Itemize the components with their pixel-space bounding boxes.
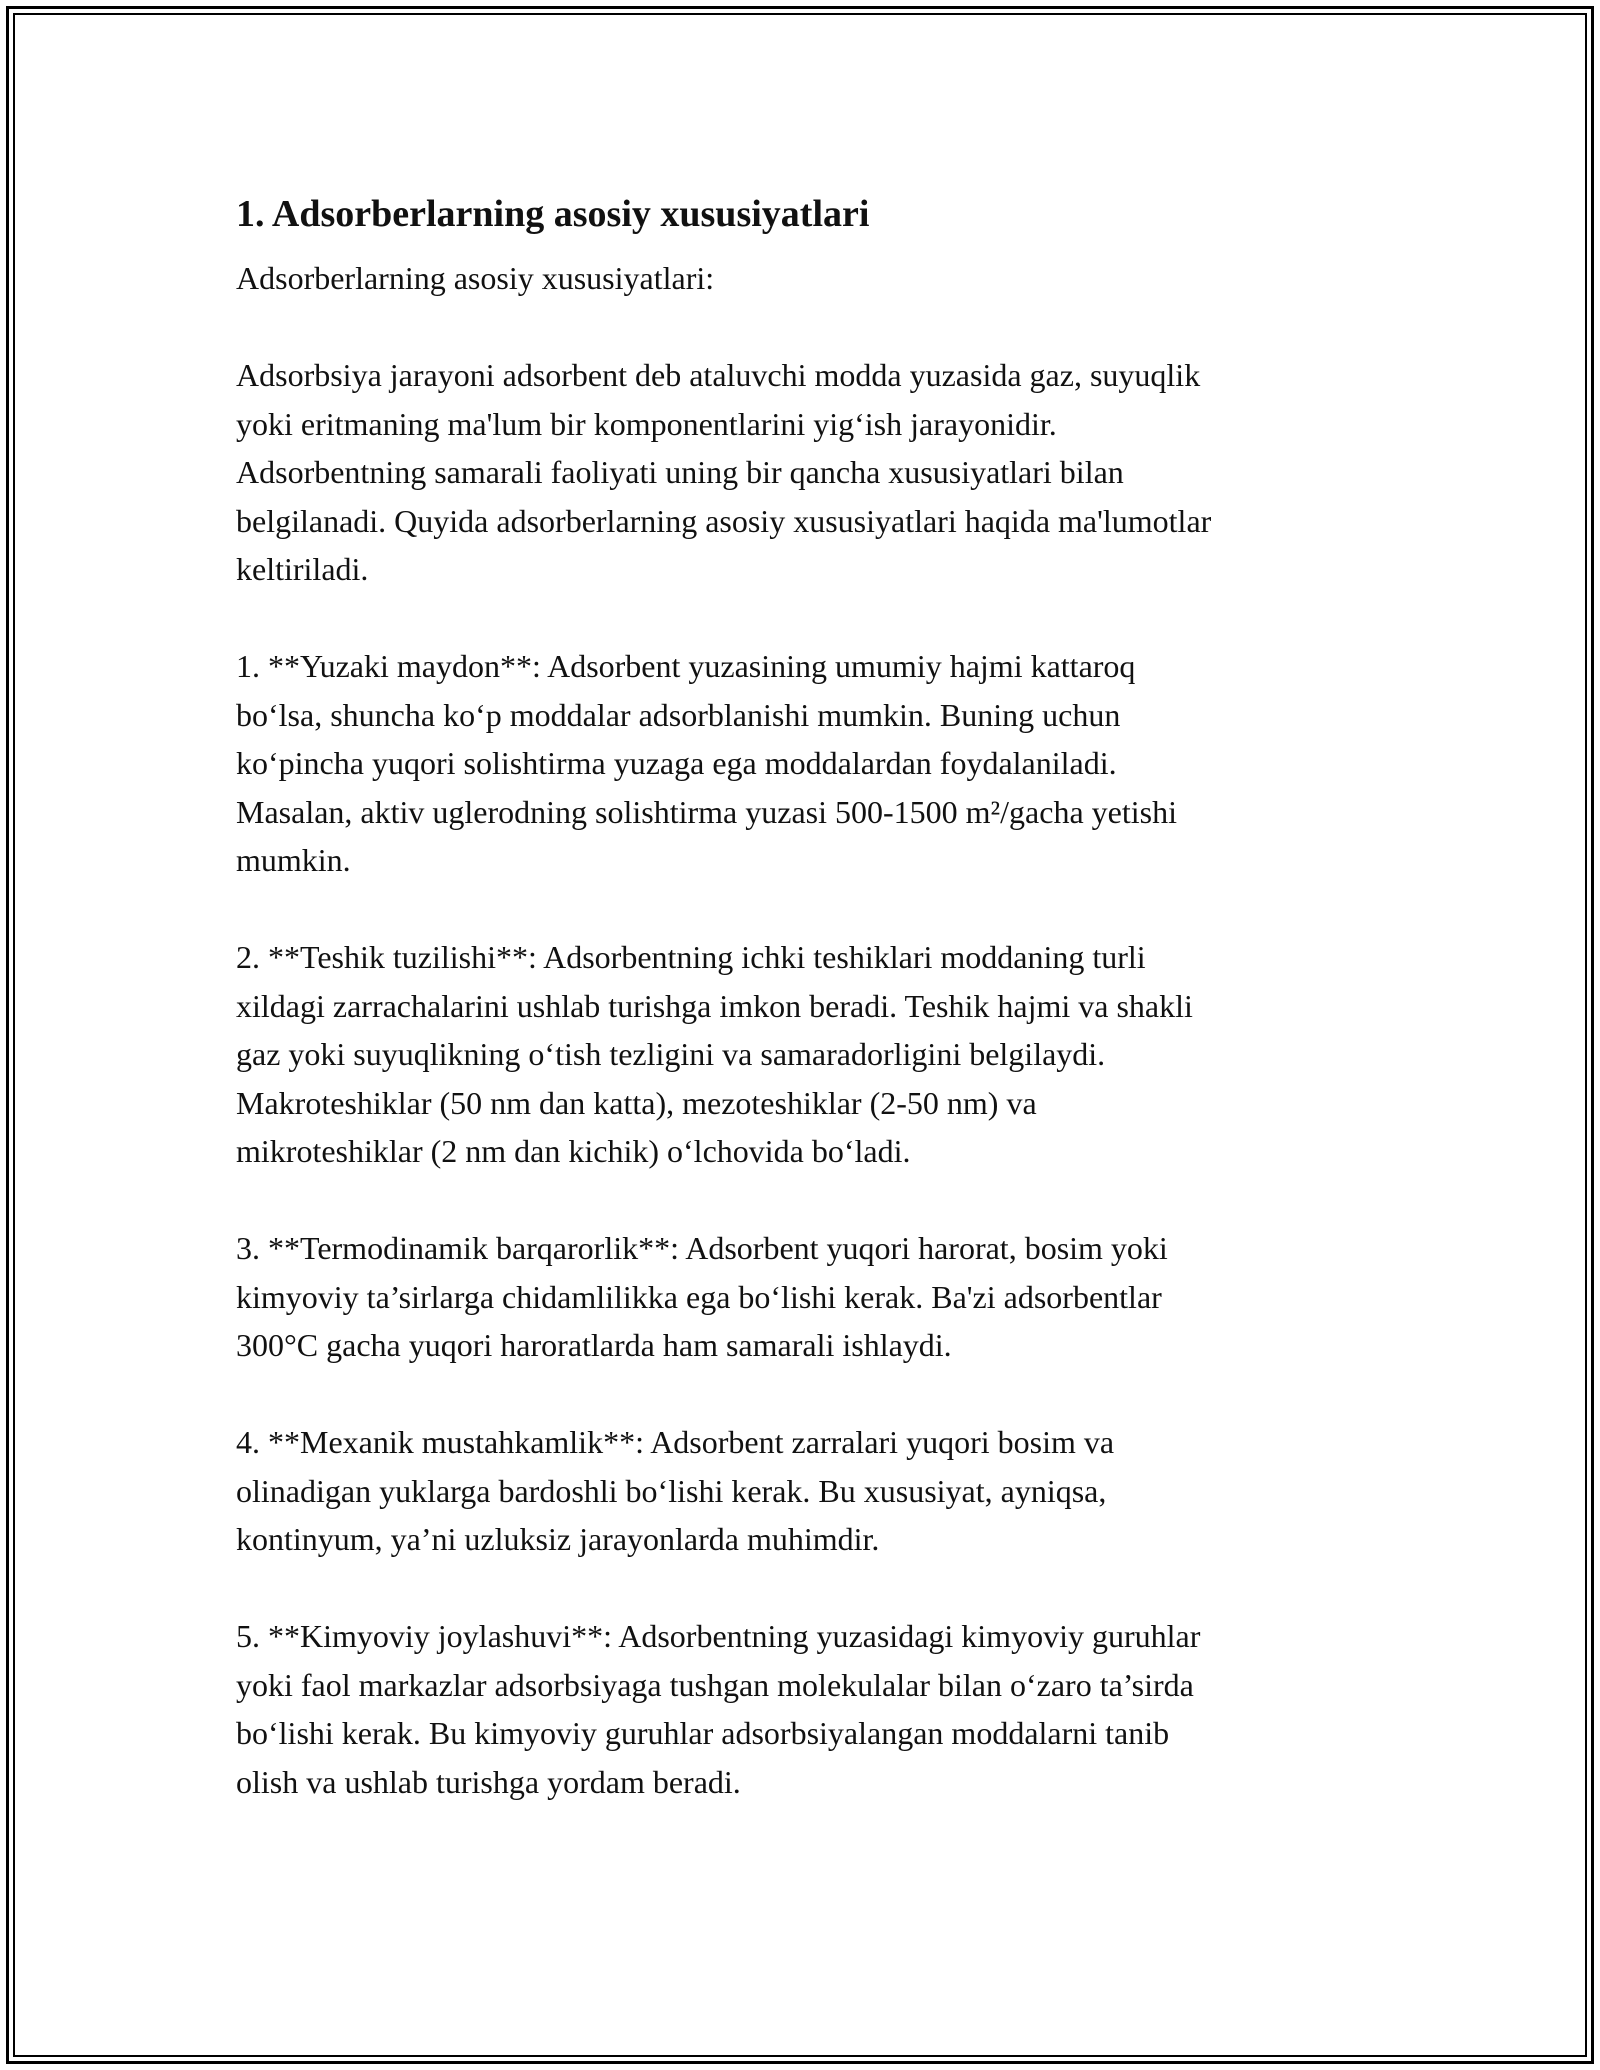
paragraph-line: 3. **Termodinamik barqarorlik**: Adsorbent yuqori harorat, bosim yoki xyxy=(236,1230,1168,1266)
paragraph-line: belgilanadi. Quyida adsorberlarning asosiy xususiyatlari haqida ma'lumotlar xyxy=(236,502,1212,539)
paragraph xyxy=(236,351,1376,594)
document-body xyxy=(236,186,1376,1855)
paragraph-line: keltiriladi. xyxy=(236,551,369,587)
paragraph-line: 5. **Kimyoviy joylashuvi**: Adsorbentning yuzasidagi kimyoviy guruhlar xyxy=(236,1618,1201,1654)
paragraph-line: bo‘lishi kerak. Bu kimyoviy guruhlar adsorbsiyalangan moddalarni tanib xyxy=(236,1715,1170,1751)
paragraph-line: kontinyum, ya’ni uzluksiz jarayonlarda muhimdir. xyxy=(236,1521,880,1557)
paragraph xyxy=(236,933,1376,1176)
paragraph-line: mumkin. xyxy=(236,842,351,878)
paragraph-line: 4. **Mexanik mustahkamlik**: Adsorbent zarralari yuqori bosim va xyxy=(236,1424,1115,1460)
paragraph xyxy=(236,254,1376,303)
paragraph-line: olinadigan yuklarga bardoshli bo‘lishi kerak. Bu xususiyat, ayniqsa, xyxy=(236,1472,1107,1509)
paragraph-line: bo‘lsa, shuncha ko‘p moddalar adsorblanishi mumkin. Buning uchun xyxy=(236,696,1121,733)
paragraph xyxy=(236,1224,1376,1370)
paragraph-line: ko‘pincha yuqori solishtirma yuzaga ega moddalardan foydalaniladi. xyxy=(236,745,1117,781)
paragraph-line: xildagi zarrachalarini ushlab turishga imkon beradi. Teshik hajmi va shakli xyxy=(236,987,1193,1024)
paragraph xyxy=(236,1418,1376,1564)
paragraph xyxy=(236,642,1376,885)
paragraph-line: 300°C gacha yuqori haroratlarda ham samarali ishlaydi. xyxy=(236,1327,952,1363)
paragraph-line: yoki eritmaning ma'lum bir komponentlarini yig‘ish jarayonidir. xyxy=(236,405,1057,442)
paragraph-line: yoki faol markazlar adsorbsiyaga tushgan molekulalar bilan o‘zaro ta’sirda xyxy=(236,1666,1194,1703)
paragraph xyxy=(236,1612,1376,1806)
paragraph-line: Adsorberlarning asosiy xususiyatlari: xyxy=(236,260,715,296)
paragraph-line: 2. **Teshik tuzilishi**: Adsorbentning ichki teshiklari moddaning turli xyxy=(236,939,1146,975)
paragraph-line: Adsorbentning samarali faoliyati uning bir qancha xususiyatlari bilan xyxy=(236,454,1124,490)
paragraph-line: Makroteshiklar (50 nm dan katta), mezoteshiklar (2-50 nm) va xyxy=(236,1084,1037,1121)
paragraph-line: olish va ushlab turishga yordam beradi. xyxy=(236,1763,741,1800)
paragraph-line: kimyoviy ta’sirlarga chidamlilikka ega bo‘lishi kerak. Ba'zi adsorbentlar xyxy=(236,1278,1162,1315)
paragraph-list xyxy=(236,254,1376,1806)
paragraph-line: Masalan, aktiv uglerodning solishtirma yuzasi 500-1500 m²/gacha yetishi xyxy=(236,793,1177,830)
paragraph-line: gaz yoki suyuqlikning o‘tish tezligini va samaradorligini belgilaydi. xyxy=(236,1036,1106,1072)
paragraph-line: 1. **Yuzaki maydon**: Adsorbent yuzasining umumiy hajmi kattaroq xyxy=(236,648,1136,684)
paragraph-line: mikroteshiklar (2 nm dan kichik) o‘lchovida bo‘ladi. xyxy=(236,1133,911,1169)
document-title: 1. Adsorberlarning asosiy xususiyatlari xyxy=(236,193,870,235)
paragraph-line: Adsorbsiya jarayoni adsorbent deb ataluvchi modda yuzasida gaz, suyuqlik xyxy=(236,357,1201,393)
